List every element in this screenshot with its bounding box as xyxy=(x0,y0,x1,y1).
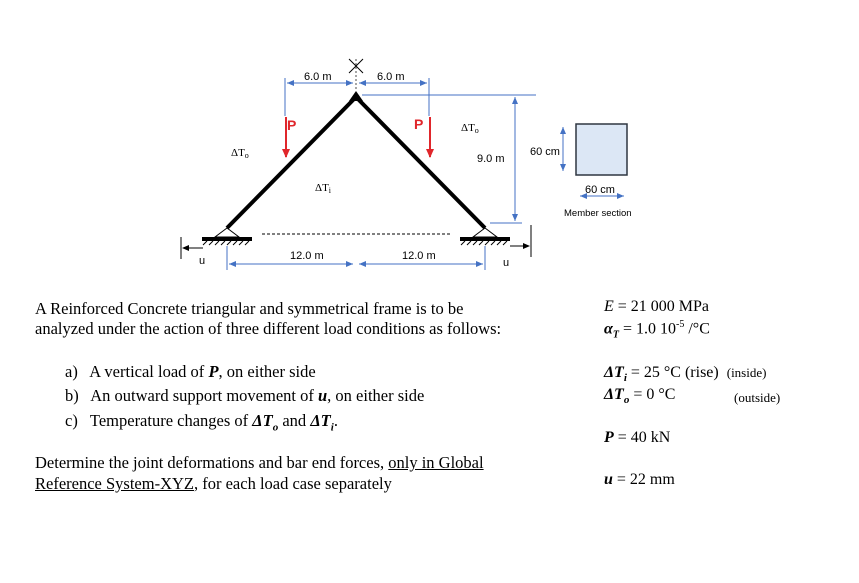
prop-ti-note: (inside) xyxy=(726,365,767,380)
prop-alpha-sub: T xyxy=(612,329,619,341)
dim-height-label: 9.0 m xyxy=(477,153,505,165)
left-load-label: P xyxy=(287,117,297,133)
prop-to xyxy=(604,386,675,406)
case-a-text-end: , on either side xyxy=(218,362,316,381)
temp-left-outside-label: ΔTo xyxy=(231,147,249,160)
case-c-text-mid: and xyxy=(278,411,311,430)
case-c xyxy=(65,410,338,438)
dim-bottom-right-label: 12.0 m xyxy=(402,250,436,262)
prop-to-symbol: ΔT xyxy=(604,386,624,403)
case-c-text-end: . xyxy=(333,411,338,430)
prop-ti-value: = 25 °C (rise) xyxy=(626,364,719,381)
task-line-1-underlined: only in Global xyxy=(388,453,484,472)
prop-ti-symbol: ΔT xyxy=(604,364,624,381)
case-c-text: Temperature changes of xyxy=(89,411,253,430)
intro-line-2: analyzed under the action of three different load conditions as follows: xyxy=(35,319,502,338)
case-b-text: An outward support movement of xyxy=(90,386,318,405)
left-movement-label: u xyxy=(199,255,206,267)
section-width-label: 60 cm xyxy=(585,184,615,196)
intro-line-1: A Reinforced Concrete triangular and symmetrical frame is to be xyxy=(35,299,464,318)
task-line-2 xyxy=(35,473,392,494)
prop-alpha-symbol: α xyxy=(604,320,613,338)
right-pin-support xyxy=(460,228,510,245)
prop-P xyxy=(604,429,670,447)
dim-bottom-left-label: 12.0 m xyxy=(290,250,324,262)
case-b-tag: b) xyxy=(65,386,79,405)
task-line-1-text: Determine the joint deformations and bar end forces, xyxy=(35,453,389,472)
case-a xyxy=(65,361,316,382)
prop-ti xyxy=(604,364,766,384)
right-support-movement-arrow xyxy=(510,225,531,257)
member-section-square xyxy=(576,124,627,175)
member-section-caption: Member section xyxy=(564,208,632,219)
prop-u-text: u = 22 mm xyxy=(604,471,675,488)
section-depth-label: 60 cm xyxy=(530,146,560,158)
left-pin-support xyxy=(202,228,252,245)
right-load-label: P xyxy=(414,116,424,132)
prop-P-text: P = 40 kN xyxy=(604,429,671,446)
prop-ti-sub: i xyxy=(623,372,627,385)
case-b xyxy=(65,385,424,406)
prop-alpha-value: = 1.0 10 xyxy=(618,320,676,338)
case-c-symbol-2-sub: i xyxy=(330,421,334,434)
prop-to-value: = 0 °C xyxy=(629,386,676,403)
dim-top-left-label: 6.0 m xyxy=(304,71,332,83)
temp-inside-label: ΔTi xyxy=(315,182,332,195)
prop-u xyxy=(604,471,675,489)
prop-E xyxy=(604,298,709,316)
case-a-tag: a) xyxy=(65,362,78,381)
prop-alpha-unit: /°C xyxy=(684,320,710,338)
case-c-symbol-1-sub: o xyxy=(272,421,279,434)
task-line-2-underlined: Reference System-XYZ xyxy=(35,474,194,493)
case-c-symbol-2: ΔT xyxy=(310,411,331,430)
prop-alpha-exp: -5 xyxy=(676,319,685,330)
apex-joint xyxy=(349,91,363,101)
case-c-tag: c) xyxy=(65,411,78,430)
dim-top-right-label: 6.0 m xyxy=(377,71,405,83)
prop-E-text: E = 21 000 MPa xyxy=(604,298,710,315)
case-c-symbol-1: ΔT xyxy=(252,411,273,430)
prop-alpha xyxy=(604,319,710,341)
task-line-2-text: , for each load case separately xyxy=(193,474,392,493)
case-b-text-end: , on either side xyxy=(327,386,425,405)
case-a-text: A vertical load of xyxy=(89,362,209,381)
prop-to-note: (outside) xyxy=(734,390,781,405)
temp-right-outside-label: ΔTo xyxy=(461,122,479,135)
right-movement-label: u xyxy=(503,257,510,269)
prop-to-sub: o xyxy=(623,394,630,407)
apex-marker-icon xyxy=(349,59,363,90)
case-b-symbol: u xyxy=(317,386,328,405)
task-line-1 xyxy=(35,452,484,473)
case-a-symbol: P xyxy=(208,362,219,381)
